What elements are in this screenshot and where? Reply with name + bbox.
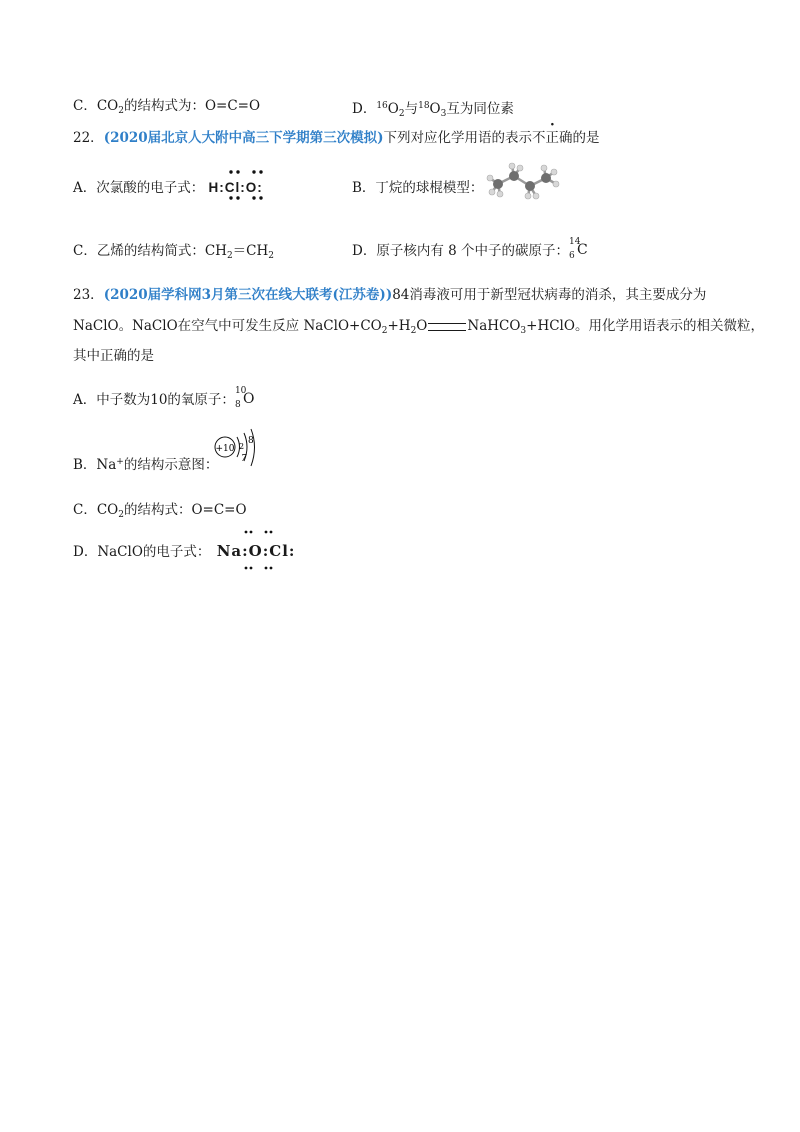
carbon-14-nuclide [569, 236, 591, 262]
q21-d-mid: 与 [404, 101, 419, 117]
q23-c-label: C．CO [73, 502, 119, 518]
q22-option-b [352, 178, 483, 198]
q22-number: 22． [73, 130, 104, 146]
q21-c-text: 的结构式为：O=C=O [123, 98, 261, 114]
q22-stem-text: 下列对应化学用语的表示 [383, 130, 533, 146]
q23-stem2-b: +H [387, 318, 411, 334]
q22-a-label: A．次氯酸的电子式： [73, 180, 205, 196]
q23-option-b [73, 452, 218, 475]
q21-d-o: O [387, 101, 399, 117]
butane-ball-stick-model [484, 160, 562, 204]
q23-stem-line1 [73, 285, 706, 305]
q22-stem-end: 的是 [572, 130, 600, 146]
q22-d-label: D．原子核内有 8 个中子的碳原子： [352, 243, 569, 259]
q21-d-sub-2: 2 [398, 109, 405, 119]
nuclide-z: 8 [234, 399, 241, 410]
q23-b-sup: + [116, 457, 124, 467]
q23-c-sub: 2 [118, 510, 124, 520]
q22-c-mid: ＝CH [232, 243, 269, 259]
electron-shell-1: 2 [239, 442, 245, 451]
q23-source-link[interactable]: (2020届学科网3月第三次在线大联考(江苏卷)) [103, 287, 393, 303]
q23-stem2-d: NaHCO [467, 318, 521, 334]
naclo-electron-formula: Na:O:Cl: [216, 542, 296, 560]
q21-d-sub-3: 3 [440, 109, 447, 119]
q22-b-label: B．丁烷的球棍模型： [352, 180, 484, 196]
q23-stem-line3 [73, 346, 154, 366]
q21-d-o3: O [429, 101, 441, 117]
q22-a-lone-pair-dots [208, 168, 276, 202]
q21-option-d [352, 96, 514, 124]
q22-option-d [352, 236, 591, 262]
q23-stem2-sub1: 2 [381, 326, 388, 336]
nuclide-symbol: O [242, 390, 255, 407]
nuclide-mass: 10 [234, 385, 247, 396]
q21-d-sup-16: 16 [376, 101, 388, 111]
q22-c-sub1: 2 [226, 251, 233, 261]
q23-stem2-sub3: 3 [520, 326, 527, 336]
electron-shell-3: 8 [248, 436, 254, 446]
q22-c-sub2: 2 [268, 251, 275, 261]
q22-source-link[interactable]: (2020届北京人大附中高三下学期第三次模拟) [103, 130, 384, 146]
q23-number: 23． [73, 287, 104, 303]
q23-stem3: 其中正确的是 [73, 348, 154, 364]
q23-stem-line2 [73, 316, 764, 341]
q22-stem [73, 128, 600, 148]
q23-stem2-e: +HClO。用化学用语表示的相关微粒， [526, 318, 764, 334]
oxygen-18-nuclide [234, 385, 257, 411]
q21-c-subscript: 2 [118, 106, 124, 116]
q23-b-label: B．Na [73, 457, 117, 473]
q23-b-label-post: 的结构示意图： [123, 457, 219, 473]
nuclide-mass: 14 [569, 236, 581, 247]
reaction-equals-sign [428, 323, 466, 331]
q21-d-text: 互为同位素 [446, 101, 514, 117]
nuclide-z: 6 [569, 250, 575, 261]
q23-c-text: 的结构式：O=C=O [123, 502, 247, 518]
q21-c-label: C．CO [73, 98, 119, 114]
q23-option-c [73, 500, 247, 525]
q21-d-sup-18: 18 [418, 101, 430, 111]
naclo-lone-pair-dots [238, 528, 286, 572]
q23-stem2-sub2: 2 [410, 326, 417, 336]
q23-stem1: 84消毒液可用于新型冠状病毒的消杀，其主要成分为 [392, 287, 707, 303]
q23-d-label: D．NaClO的电子式： [73, 544, 211, 560]
q22-emphasis-text: 不正确 [532, 130, 573, 146]
sodium-ion-structure-diagram [213, 428, 261, 470]
q23-a-label: A．中子数为10的氧原子： [73, 392, 235, 408]
atom-nucleus-label: +10 [215, 444, 235, 454]
q21-option-c [73, 96, 260, 121]
q23-stem2-c: O [416, 318, 428, 334]
q22-c-label: C．乙烯的结构简式：CH [73, 243, 227, 259]
q22-option-c [73, 241, 274, 266]
q23-option-a [73, 385, 257, 411]
q23-stem2-a: NaClO。NaClO在空气中可发生反应 NaClO+CO [73, 318, 382, 334]
q22-a-electron-formula: H:Cl:O: [208, 180, 263, 195]
electron-shell-2: 7 [241, 454, 247, 464]
nuclide-symbol: C [577, 241, 588, 258]
q21-d-label: D． [352, 101, 377, 117]
